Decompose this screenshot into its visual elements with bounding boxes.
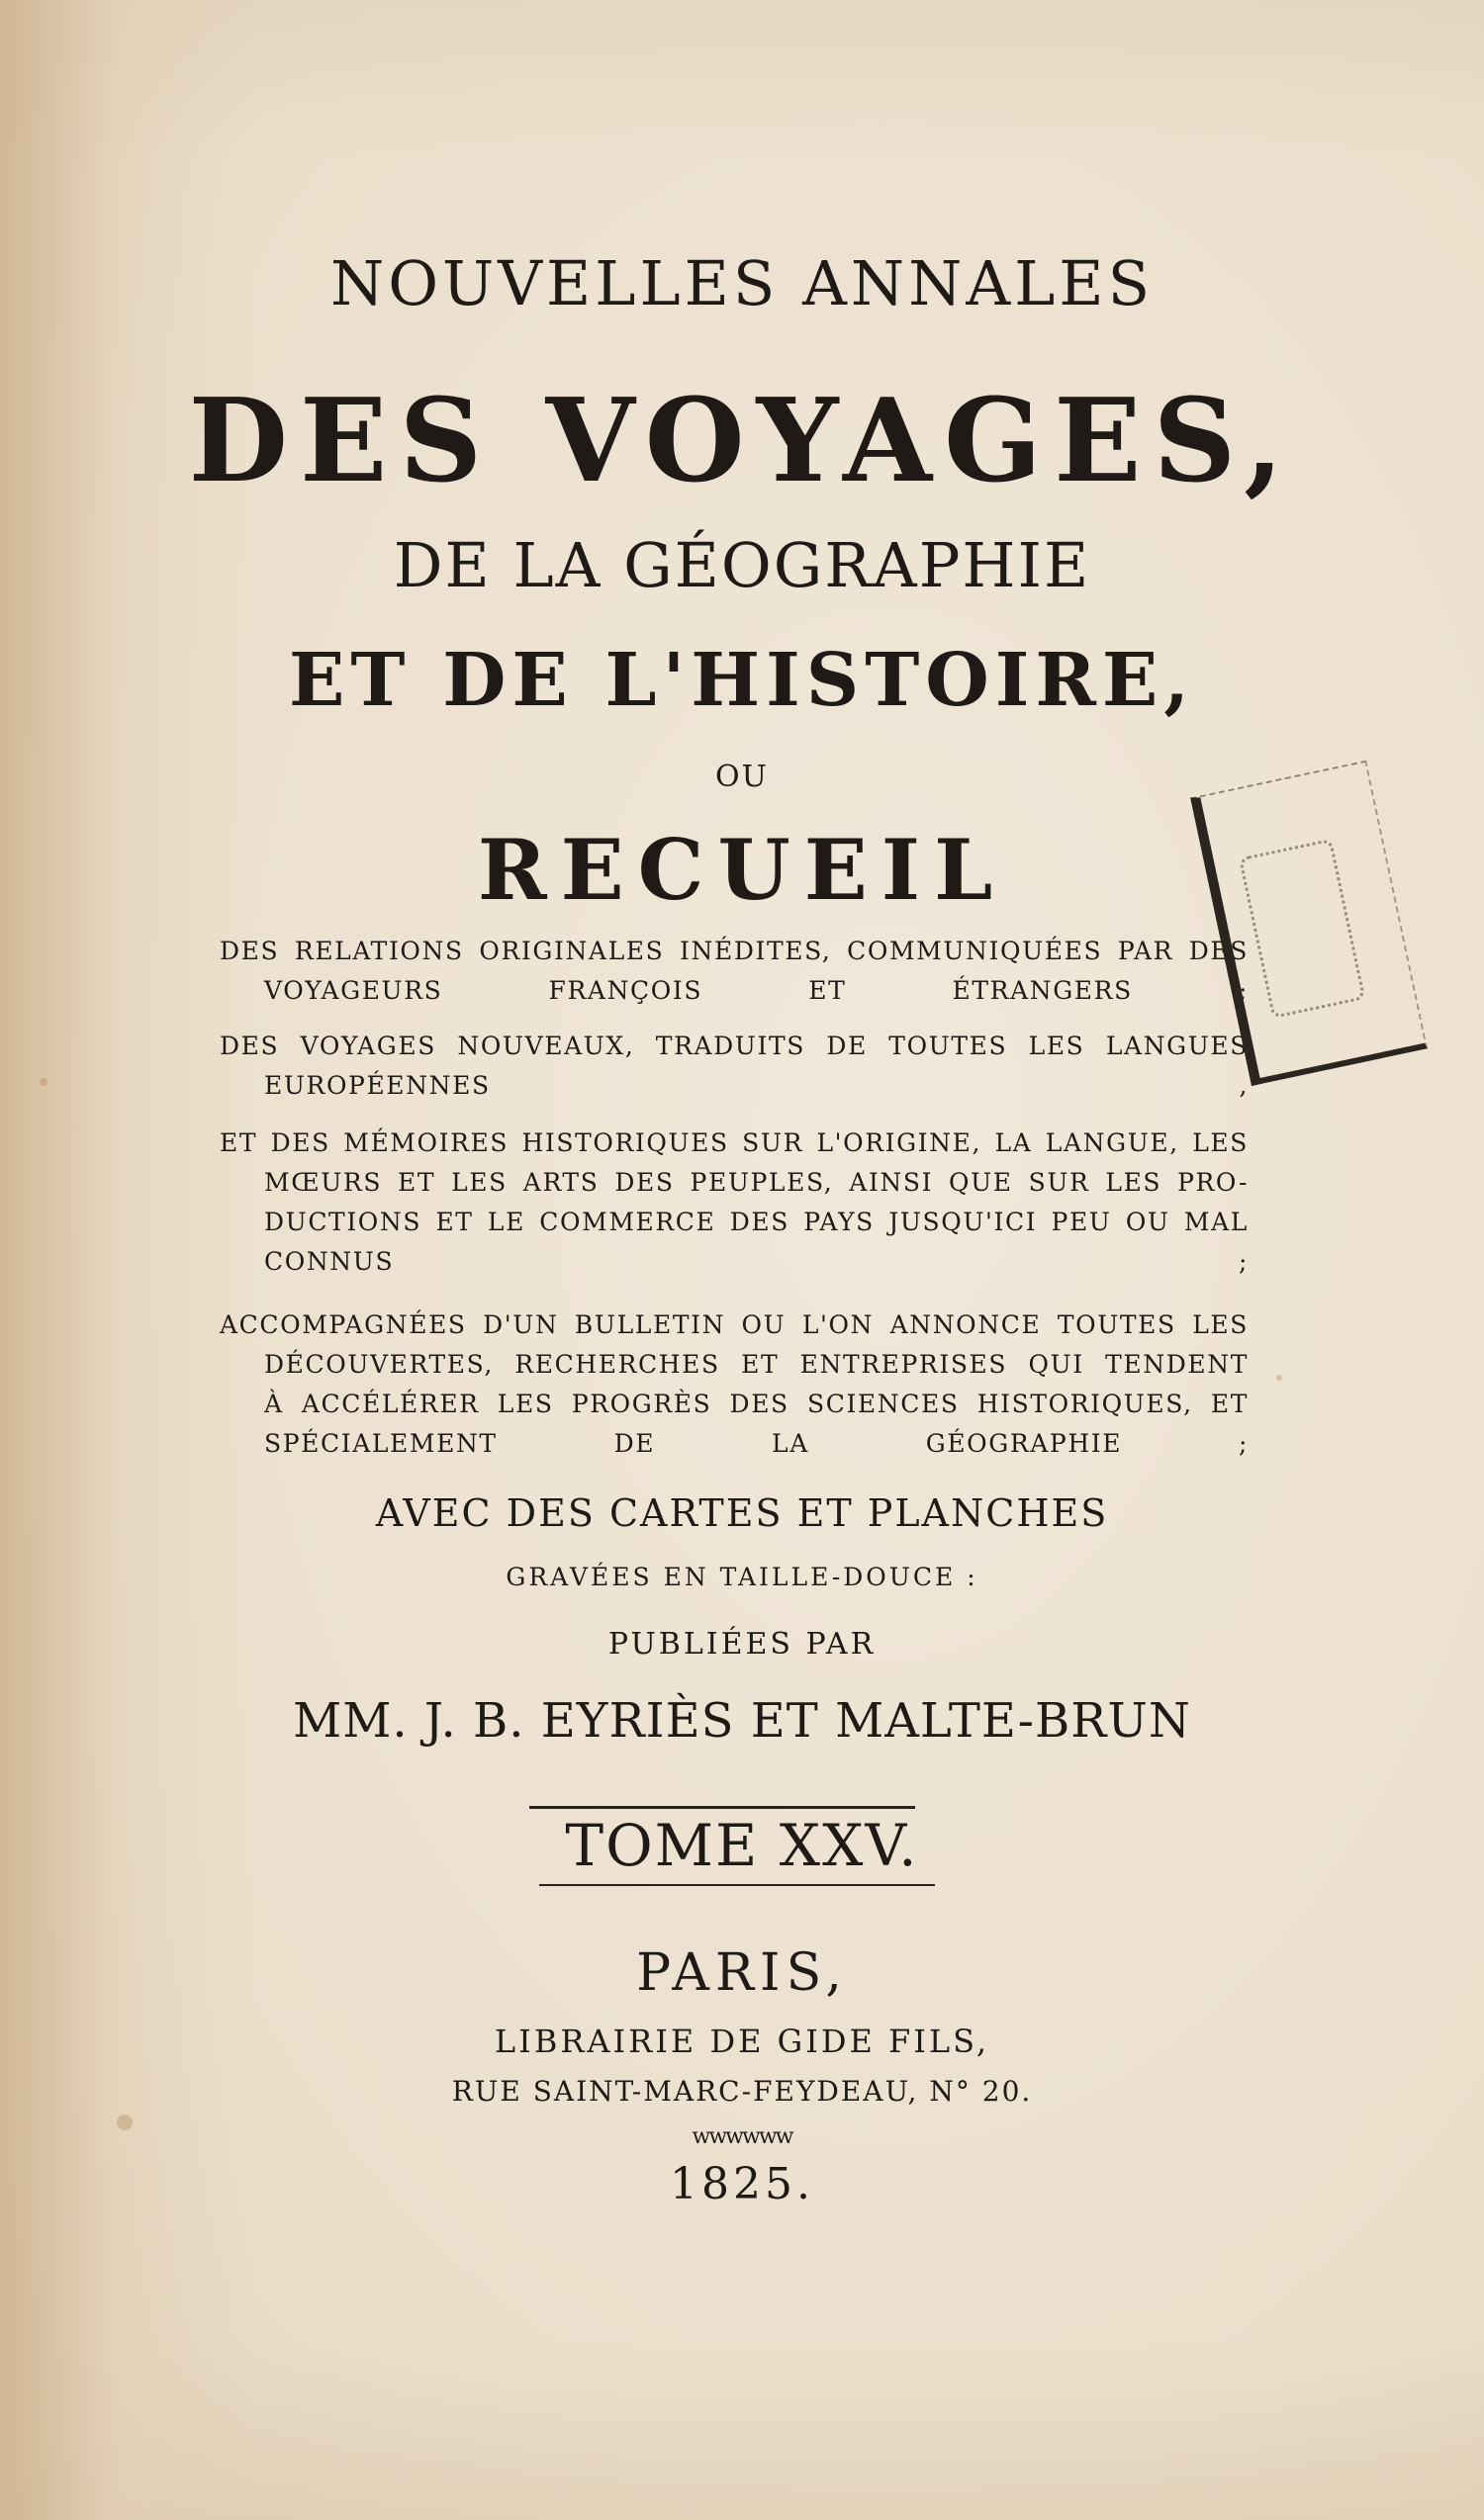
description-line: ET DES MÉMOIRES HISTORIQUES SUR L'ORIGINE, LA LANGUE, LES <box>220 1128 1249 1157</box>
engraving-line: GRAVÉES EN TAILLE-DOUCE : <box>506 1563 978 1591</box>
description-line: DÉCOUVERTES, RECHERCHES ET ENTREPRISES QUI TENDENT À ACCÉLÉRER LES PROGRÈS DES SCIENCES HISTORIQUES, ET SPÉCIALEMENT DE LA GÉOGRAPHIE ; <box>264 1350 1249 1458</box>
foxing-spot <box>1276 1375 1282 1381</box>
description-line: ACCOMPAGNÉES D'UN BULLETIN OU L'ON ANNONCE TOUTES LES <box>220 1310 1249 1339</box>
title-line-4: ET DE L'HISTOIRE, <box>288 638 1196 723</box>
imprint-city: PARIS, <box>636 1943 848 2003</box>
description-paragraph-1 <box>220 932 1249 1011</box>
description-line: DES VOYAGES NOUVEAUX, TRADUITS DE TOUTES LES LANGUES <box>220 1032 1249 1060</box>
volume-number: TOME XXV. <box>565 1812 919 1879</box>
volume-rule-bottom <box>539 1884 935 1886</box>
authors-line: MM. J. B. EYRIÈS ET MALTE-BRUN <box>293 1693 1191 1749</box>
title-line-3: DE LA GÉOGRAPHIE <box>393 529 1091 601</box>
ornament-rule: wwwwww <box>692 2124 792 2149</box>
description-paragraph-2 <box>220 1027 1249 1106</box>
title-line-1: NOUVELLES ANNALES <box>329 247 1155 319</box>
imprint-year: 1825. <box>670 2159 814 2209</box>
published-by-line: PUBLIÉES PAR <box>607 1627 877 1662</box>
volume-rule-top <box>529 1806 915 1809</box>
description-paragraph-4 <box>220 1305 1249 1464</box>
description-line: DES RELATIONS ORIGINALES INÉDITES, COMMUNIQUÉES PAR DES <box>220 937 1249 965</box>
plates-line: AVEC DES CARTES ET PLANCHES <box>375 1491 1109 1535</box>
description-paragraph-3 <box>220 1124 1249 1282</box>
foxing-spot <box>40 1078 47 1086</box>
title-conjunction: OU <box>715 760 769 794</box>
description-line: VOYAGEURS FRANÇOIS ET ÉTRANGERS ; <box>264 976 1249 1005</box>
title-recueil: RECUEIL <box>477 821 1007 919</box>
description-line: MŒURS ET LES ARTS DES PEUPLES, AINSI QUE SUR LES PRO- DUCTIONS ET LE COMMERCE DES PAYS JUSQU'ICI PEU OU MAL CONNUS ; <box>264 1168 1249 1276</box>
imprint-publisher: LIBRAIRIE DE GIDE FILS, <box>494 2023 990 2060</box>
title-line-2: DES VOYAGES, <box>188 374 1296 508</box>
description-line: EUROPÉENNES , <box>264 1071 1249 1100</box>
imprint-address: RUE SAINT-MARC-FEYDEAU, N° 20. <box>451 2075 1033 2108</box>
